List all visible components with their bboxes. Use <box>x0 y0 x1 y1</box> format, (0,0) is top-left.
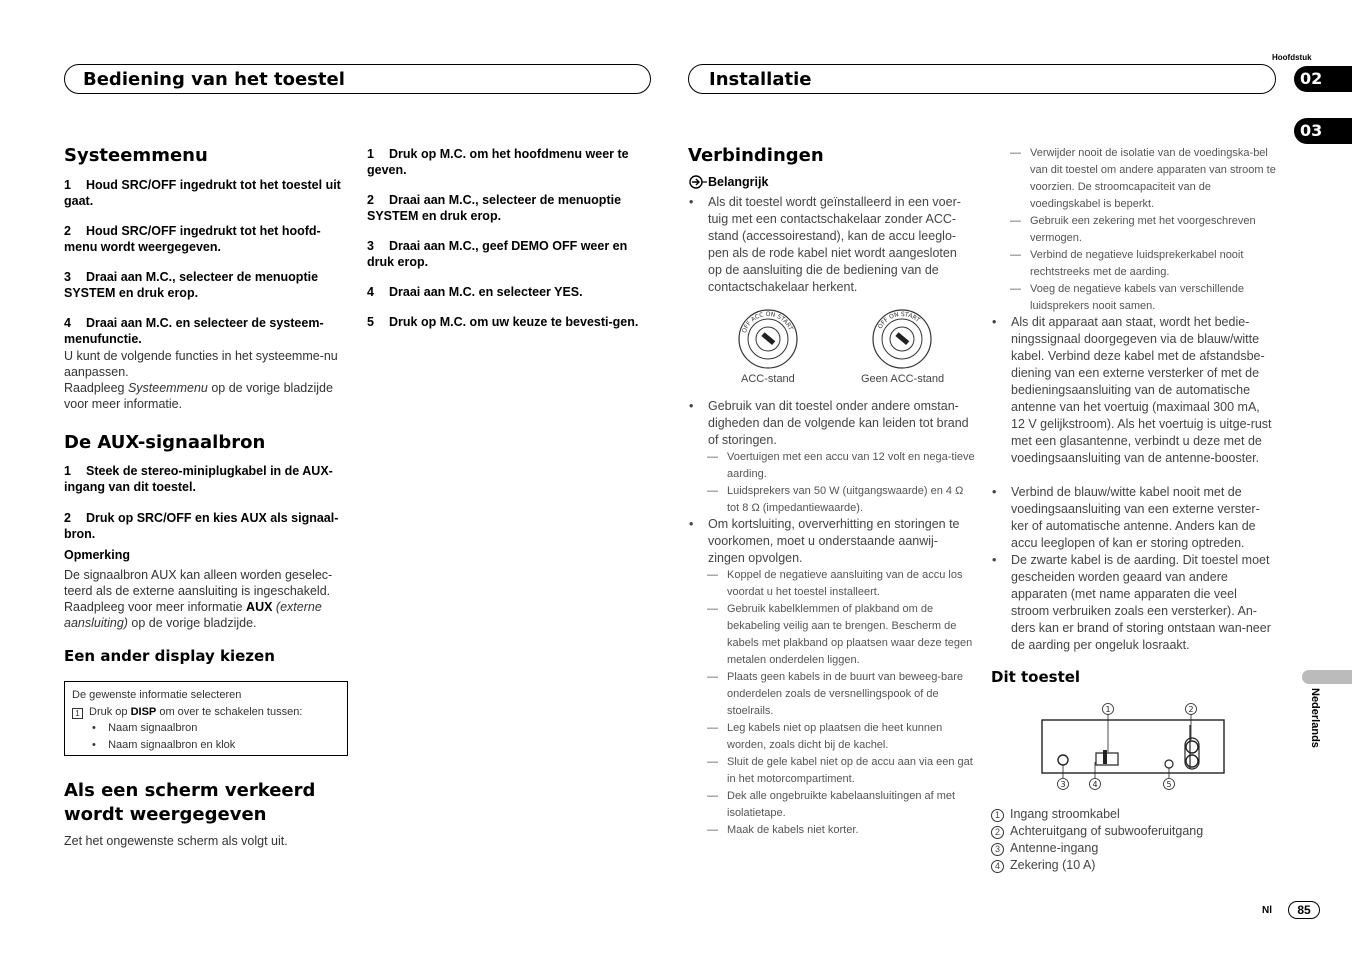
note-ref: Raadpleeg voor meer informatie AUX (externe aansluiting) op de vorige bladzijde. <box>64 600 322 630</box>
heading-scherm-line1: Als een scherm verkeerd <box>64 780 316 801</box>
footer-language-code: Nl <box>1262 905 1272 916</box>
callout-2: 2 <box>1188 705 1194 714</box>
paragraph: Zet het ongewenste scherm als volgt uit. <box>64 834 288 848</box>
legend-item: 2 Achteruitgang of subwooferuitgang <box>991 823 1203 840</box>
ignition-acc-diagram <box>737 308 799 370</box>
dash-item: — Plaats geen kabels in de buurt van beweeg-bare onderdelen zoals de versnellingspook of de stoelrails. <box>727 669 975 720</box>
box-item: • Naam signaalbron en klok <box>92 738 236 751</box>
unit-rear-diagram <box>1040 700 1228 796</box>
step: 1 Druk op M.C. om het hoofdmenu weer te geven. <box>367 147 629 177</box>
note-heading: Opmerking <box>64 548 130 562</box>
dash-item: — Dek alle ongebruikte kabelaansluitingen af met isolatietape. <box>727 788 975 822</box>
step: 2 Druk op SRC/OFF en kies AUX als signaal-bron. <box>64 511 339 541</box>
header-left-box <box>64 64 651 94</box>
bullet: • Als dit apparaat aan staat, wordt het bedie-ningssignaal doorgegeven via de blauw/witte kabel. Verbind deze kabel met de afstandsbe-diening van een externe versterker of met de bedieningsaansluiting van de automatische antenne van het voertuig (maximaal 300 mA, 12 V gelijkstroom). Als het voertuig is uitge-rust met een glasantenne, verbindt u deze met de voedingsaansluiting van de antenne-booster. <box>1011 314 1277 467</box>
ignition-acc-positions: OFF ACC ON START <box>740 310 795 334</box>
language-label: Nederlands <box>1309 688 1321 748</box>
section-title-left: Bediening van het toestel <box>83 69 345 90</box>
box-item: • Naam signaalbron <box>92 722 198 734</box>
ignition-noacc-positions: OFF ON START <box>876 310 922 331</box>
bullet: • Om kortsluiting, oververhitting en storingen te voorkomen, moet u onderstaande aanwij-zingen opvolgen. <box>708 516 974 567</box>
step: 5 Druk op M.C. om uw keuze te bevesti-gen. <box>367 315 639 329</box>
box-step: 1 Druk op DISP om over te schakelen tussen: <box>72 704 340 721</box>
page-number: 85 <box>1288 901 1320 919</box>
bullet: • De zwarte kabel is de aarding. Dit toestel moet gescheiden worden geaard van andere apparaten (met name apparaten die veel stroom verbruiken zoals een versterker). An-ders kan er brand of storing ontstaan wan-neer de aarding per ongeluk losraakt. <box>1011 552 1277 654</box>
callout-4: 4 <box>1092 780 1098 789</box>
legend-item: 4 Zekering (10 A) <box>991 857 1095 874</box>
paragraph-ref: Raadpleeg Systeemmenu op de vorige bladzijde voor meer informatie. <box>64 381 333 411</box>
heading-systeemmenu: Systeemmenu <box>64 145 208 166</box>
dash-item: — Voeg de negatieve kabels van verschillende luidsprekers nooit samen. <box>1030 281 1278 315</box>
heading-scherm-line2: wordt weergegeven <box>64 804 267 825</box>
step: 4 Draai aan M.C. en selecteer YES. <box>367 285 583 299</box>
section-title-right: Installatie <box>709 69 812 90</box>
dash-item: — Koppel de negatieve aansluiting van de accu los voordat u het toestel installeert. <box>727 567 975 601</box>
paragraph: U kunt de volgende functies in het systeemme-nu aanpassen. <box>64 349 338 379</box>
step: 3 Draai aan M.C., selecteer de menuoptie SYSTEM en druk erop. <box>64 270 319 300</box>
dash-item: — Verbind de negatieve luidsprekerkabel nooit rechtstreeks met de aarding. <box>1030 247 1278 281</box>
legend-item: 1 Ingang stroomkabel <box>991 806 1120 823</box>
bullet: • Verbind de blauw/witte kabel nooit met de voedingsaansluiting van een externe verster-ker of automatische antenne. Anders kan de accu leeglopen of kan er storing optreden. <box>1011 484 1277 552</box>
legend-item: 3 Antenne-ingang <box>991 840 1098 857</box>
ignition-noacc-label: Geen ACC-stand <box>861 373 945 385</box>
callout-3: 3 <box>1060 780 1066 789</box>
step: 2 Houd SRC/OFF ingedrukt tot het hoofd-menu wordt weergegeven. <box>64 224 321 254</box>
dash-item: — Leg kabels niet op plaatsen die heet kunnen worden, zoals dicht bij de kachel. <box>727 720 975 754</box>
important-label: Belangrijk <box>688 175 768 189</box>
dash-item: — Sluit de gele kabel niet op de accu aan via een gat in het motorcompartiment. <box>727 754 975 788</box>
heading-aux: De AUX-signaalbron <box>64 432 266 453</box>
language-tab <box>1302 670 1352 684</box>
bullet: • Gebruik van dit toestel onder andere omstan-digheden dan de volgende kan leiden tot brand of storingen. <box>708 398 974 449</box>
dash-item: — Voertuigen met een accu van 12 volt en nega-tieve aarding. <box>727 449 975 483</box>
step: 1 Steek de stereo-miniplugkabel in de AUX-ingang van dit toestel. <box>64 464 333 494</box>
callout-5: 5 <box>1166 780 1172 789</box>
step: 1 Houd SRC/OFF ingedrukt tot het toestel uit gaat. <box>64 178 341 208</box>
dash-item: — Gebruik een zekering met het voorgeschreven vermogen. <box>1030 213 1278 247</box>
chapter-label: Hoofdstuk <box>1272 53 1312 62</box>
step: 2 Draai aan M.C., selecteer de menuoptie SYSTEM en druk erop. <box>367 193 622 223</box>
heading-display: Een ander display kiezen <box>64 647 275 665</box>
heading-verbindingen: Verbindingen <box>688 145 824 166</box>
heading-dit-toestel: Dit toestel <box>991 668 1081 686</box>
dash-item: — Gebruik kabelklemmen of plakband om de bekabeling veilig aan te brengen. Bescherm de kabels met plakband op plaatsen waar deze tegen metalen onderdelen liggen. <box>727 601 975 669</box>
chapter-tab-03[interactable]: 03 <box>1294 118 1352 144</box>
dash-item: — Verwijder nooit de isolatie van de voedingska-bel van dit toestel om andere apparaten van stroom te voorzien. De stroomcapaciteit van de voedingskabel is beperkt. <box>1030 145 1278 213</box>
important-icon <box>688 175 708 189</box>
chapter-tab-02[interactable]: 02 <box>1294 66 1352 92</box>
step: 4 Draai aan M.C. en selecteer de systeem-menufunctie. <box>64 316 324 346</box>
cross-reference: Systeemmenu <box>127 381 208 395</box>
note-text: De signaalbron AUX kan alleen worden geselec-teerd als de externe aansluiting is ingeschakeld. <box>64 568 333 598</box>
box-title: De gewenste informatie selecteren <box>72 689 242 701</box>
dash-item: — Maak de kabels niet korter. <box>727 822 975 839</box>
header-right-box <box>688 64 1276 94</box>
callout-1: 1 <box>1105 705 1111 714</box>
dash-item: — Luidsprekers van 50 W (uitgangswaarde) en 4 Ω tot 8 Ω (impedantiewaarde). <box>727 483 975 517</box>
bullet: • Als dit toestel wordt geïnstalleerd in een voer-tuig met een contactschakelaar zonder ACC-stand (accessoirestand), kan de accu leeglo-pen als de rode kabel niet wordt aangesloten op de aansluiting die de bediening van de contactschakelaar herkent. <box>708 194 974 296</box>
ignition-acc-label: ACC-stand <box>741 373 795 385</box>
ignition-noacc-diagram <box>871 308 933 370</box>
step: 3 Draai aan M.C., geef DEMO OFF weer en druk erop. <box>367 239 628 269</box>
display-info-box <box>64 681 348 756</box>
